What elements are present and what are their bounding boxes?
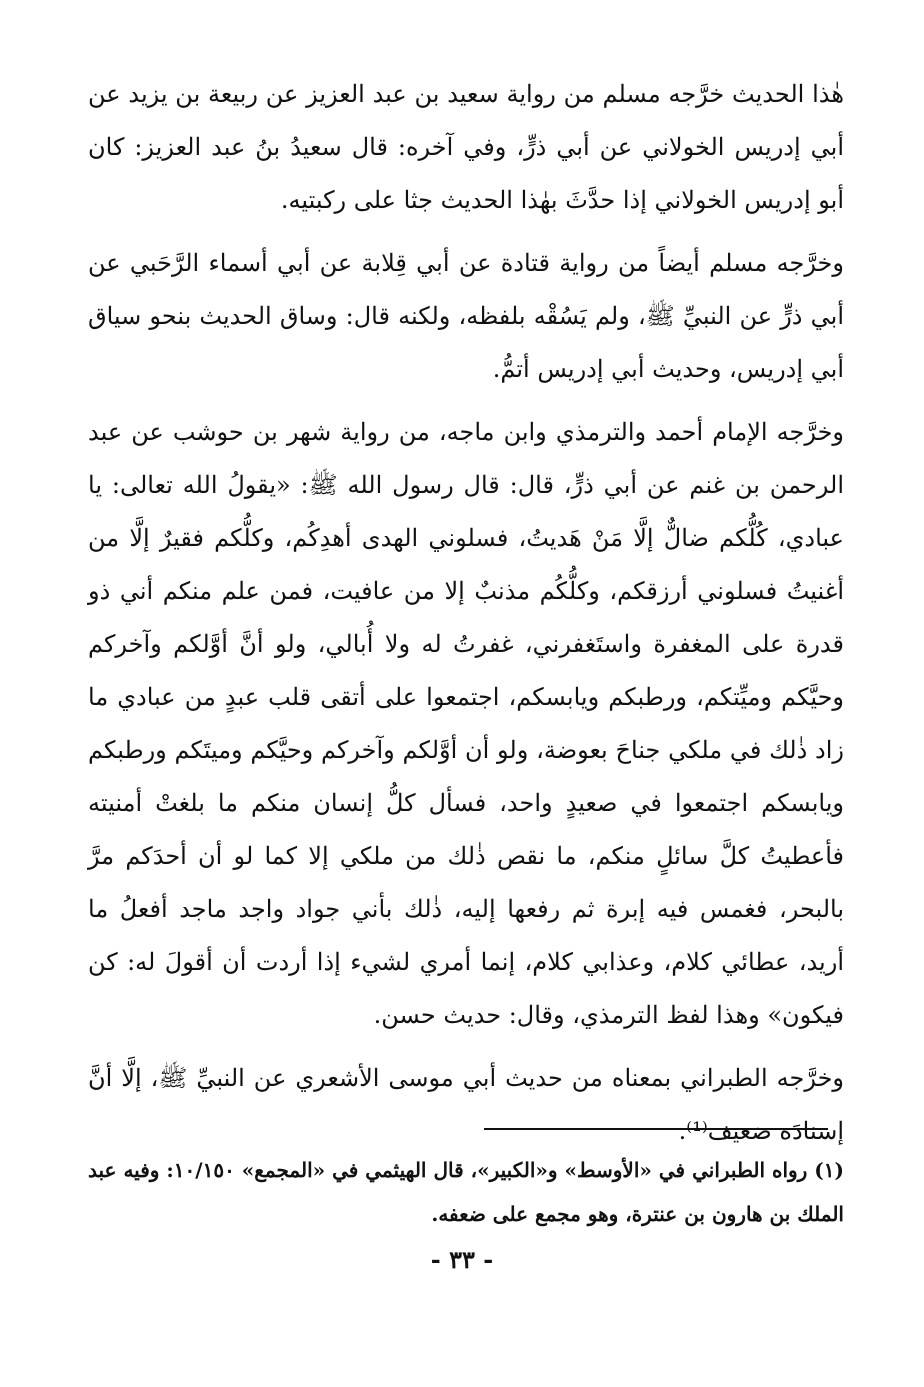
footnotes-section [88,1148,844,1236]
paragraph-2: وخرَّجه مسلم أيضاً من رواية قتادة عن أبي قِلابة عن أبي أسماء الرَّحَبي عن أبي ذرٍّ عن النبيِّ ﷺ، ولم يَسُقْه بلفظه، ولكنه قال: وساق الحديث بنحو سياق أبي إدريس، وحديث أبي إدريس أتمُّ. [88,249,844,383]
footnote-1: (١) رواه الطبراني في «الأوسط» و«الكبير»، قال الهيثمي في «المجمع» ١٠/١٥٠: وفيه عبد الملك بن هارون بن عنترة، وهو مجمع على ضعفه. [88,1158,844,1226]
footnote-divider [484,1128,828,1130]
paragraph-1: هٰذا الحديث خرَّجه مسلم من رواية سعيد بن عبد العزيز عن ربيعة بن يزيد عن أبي إدريس الخولاني عن أبي ذرٍّ، وفي آخره: قال سعيدُ بنُ عبد العزيز: كان أبو إدريس الخولاني إذا حدَّثَ بهٰذا الحديث جثا على ركبتيه. [88,80,844,214]
page-number: - ٣٣ - [430,1245,494,1274]
main-text [88,68,844,1158]
paragraph-4: وخرَّجه الطبراني بمعناه من حديث أبي موسى الأشعري عن النبيِّ ﷺ، إلَّا أنَّ إسنادَه ضعيف⁽¹⁾. [88,1064,844,1145]
paragraph-3: وخرَّجه الإمام أحمد والترمذي وابن ماجه، من رواية شهر بن حوشب عن عبد الرحمن بن غنم عن أبي ذرٍّ، قال: قال رسول الله ﷺ: «يقولُ الله تعالى: يا عبادي، كُلُّكم ضالٌّ إلَّا مَنْ هَديتُ، فسلوني الهدى أهدِكُم، وكلُّكم فقيرٌ إلَّا من أغنيتُ فسلوني أرزقكم، وكلُّكُم مذنبٌ إلا من عافيت، فمن علم منكم أني ذو قدرة على المغفرة واستَغفرني، غفرتُ له ولا أُبالي، ولو أنَّ أوَّلكم وآخركم وحيَّكم وميِّتكم، ورطبكم ويابسكم، اجتمعوا على أتقى قلب عبدٍ من عبادي ما زاد ذٰلك في ملكي جناحَ بعوضة، ولو أن أوَّلكم وآخركم وحيَّكم وميتَكم ورطبكم ويابسكم اجتمعوا في صعيدٍ واحد، فسأل كلُّ إنسان منكم ما بلغتْ أمنيته فأعطيتُ كلَّ سائلٍ منكم، ما نقص ذٰلك من ملكي إلا كما لو أن أحدَكم مرَّ بالبحر، فغمس فيه إبرة ثم رفعها إليه، ذٰلك بأني جواد واجد ماجد أفعلُ ما أريد، عطائي كلام، وعذابي كلام، إنما أمري لشيء إذا أردت أن أقولَ له: كن فيكون» وهذا لفظ الترمذي، وقال: حديث حسن. [88,418,845,1029]
